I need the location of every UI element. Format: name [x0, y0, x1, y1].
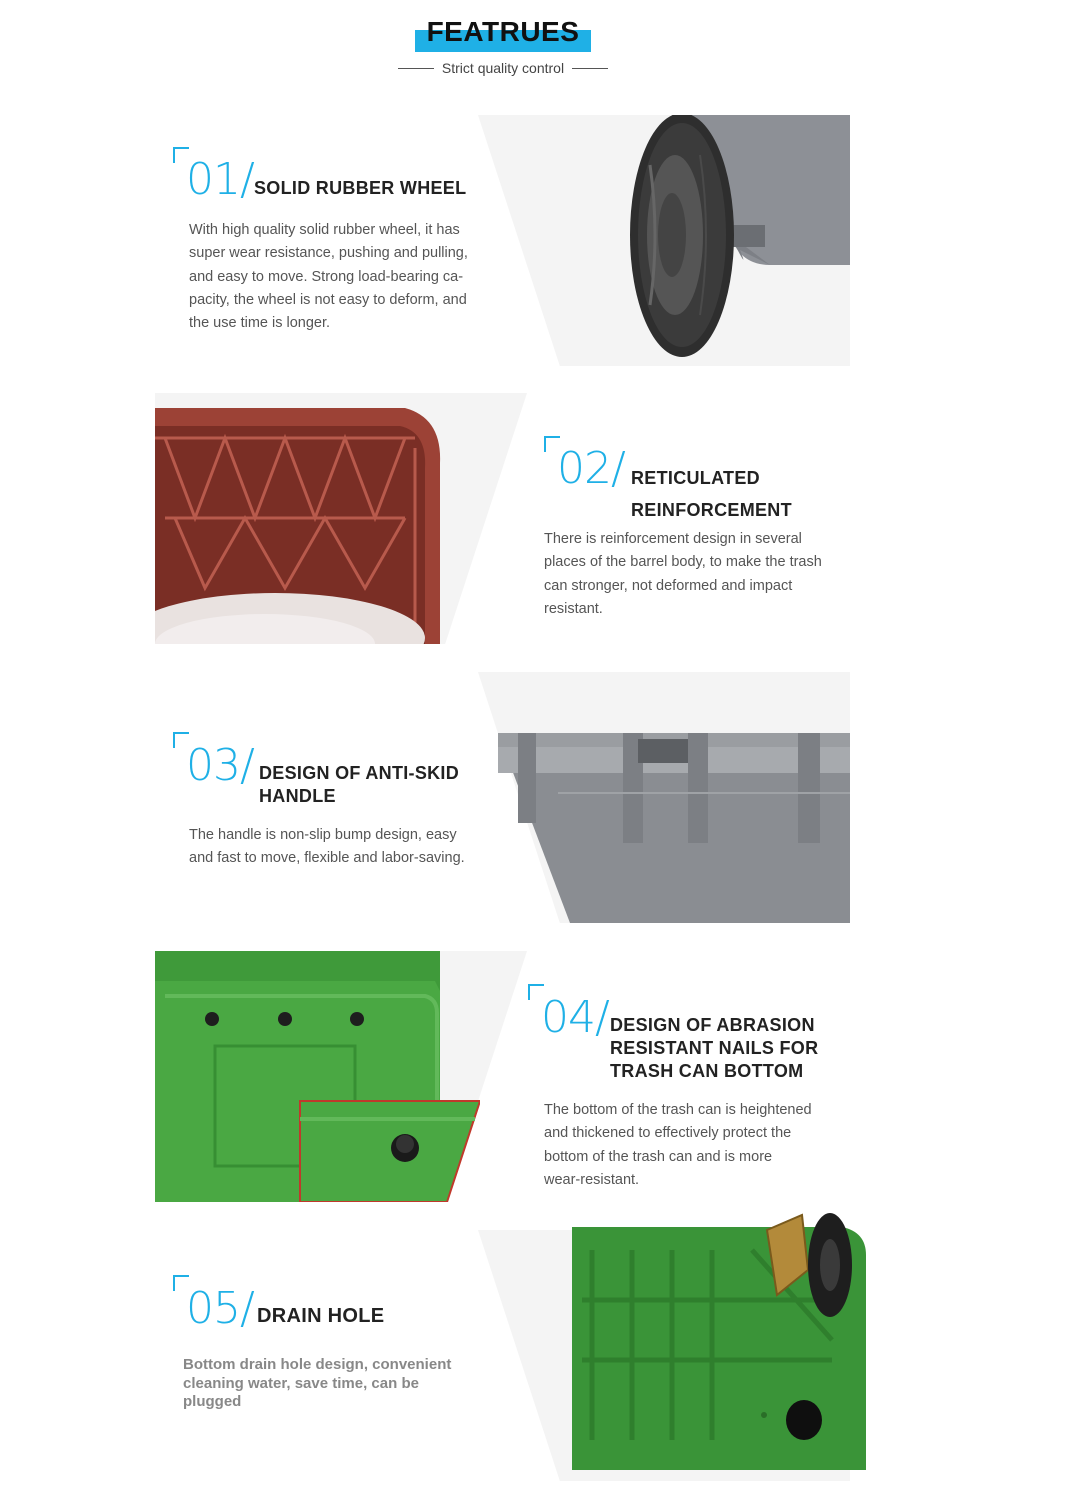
description-line: The handle is non-slip bump design, easy [189, 827, 457, 843]
description-line: bottom of the trash can and is more [544, 1148, 773, 1165]
feature-4-title [610, 1014, 818, 1083]
description-line: cleaning water, save time, can be [183, 1374, 419, 1392]
feature-3-title [259, 762, 459, 808]
reinforcement-ribs-illustration [155, 408, 442, 644]
page-subtitle: Strict quality control [441, 60, 565, 76]
description-line: The bottom of the trash can is heightened [544, 1102, 812, 1118]
feature-5-description [183, 1356, 483, 1412]
feature-1-image [620, 115, 850, 365]
description-line: wear-resistant. [544, 1171, 640, 1188]
feature-2-number: 02/ [557, 443, 625, 494]
description-line: and easy to move. Strong load-bearing ca- [189, 268, 464, 285]
feature-1-title-line: SOLID RUBBER WHEEL [254, 178, 467, 198]
subtitle-rule-right [572, 68, 608, 69]
feature-2-title-line: RETICULATED [631, 468, 760, 488]
feature-2-description [544, 528, 834, 621]
description-line: and thickened to effectively protect the [544, 1125, 792, 1142]
feature-1-number: 01/ [186, 154, 254, 205]
feature-4-description [544, 1099, 830, 1192]
feature-3-title-line: HANDLE [259, 786, 336, 806]
feature-2-title [631, 467, 792, 522]
feature-2-image [155, 408, 442, 644]
subtitle-row [398, 60, 608, 76]
feature-4-title-line: TRASH CAN BOTTOM [610, 1061, 804, 1081]
description-line: pacity, the wheel is not easy to deform, and [189, 291, 467, 308]
feature-4-image [155, 951, 480, 1202]
feature-3-number: 03/ [186, 740, 254, 791]
anti-skid-handle-illustration [498, 733, 850, 923]
description-line: super wear resistance, pushing and pulling, [189, 245, 468, 262]
abrasion-nails-illustration [155, 951, 480, 1202]
description-line: resistant. [544, 600, 603, 617]
feature-4-title-line: RESISTANT NAILS FOR [610, 1038, 819, 1058]
description-line: With high quality solid rubber wheel, it has [189, 222, 460, 238]
drain-hole-illustration [572, 1210, 868, 1470]
feature-3-description [189, 824, 479, 871]
feature-1-title [254, 177, 466, 200]
rubber-wheel-illustration [620, 115, 850, 365]
feature-5-number: 05/ [186, 1283, 254, 1334]
feature-3-image [498, 733, 850, 923]
feature-4-number: 04/ [541, 992, 609, 1043]
description-line: Bottom drain hole design, convenient [183, 1356, 452, 1373]
feature-5-image [572, 1210, 868, 1470]
description-line: plugged [183, 1393, 242, 1410]
description-line: There is reinforcement design in several [544, 531, 802, 547]
feature-2-title-line: REINFORCEMENT [631, 500, 792, 520]
description-line: the use time is longer. [189, 315, 331, 332]
description-line: can stronger, not deformed and impact [544, 577, 793, 594]
description-line: places of the barrel body, to make the trash [544, 554, 822, 571]
feature-3-title-line: DESIGN OF ANTI-SKID [259, 763, 460, 783]
description-line: and fast to move, flexible and labor-saving. [189, 850, 465, 867]
feature-1-description [189, 219, 479, 335]
feature-4-title-line: DESIGN OF ABRASION [610, 1015, 815, 1035]
feature-5-title [257, 1305, 384, 1328]
feature-5-title-line: DRAIN HOLE [257, 1305, 385, 1327]
subtitle-rule-left [398, 68, 434, 69]
page-title: FEATRUES [426, 16, 580, 47]
